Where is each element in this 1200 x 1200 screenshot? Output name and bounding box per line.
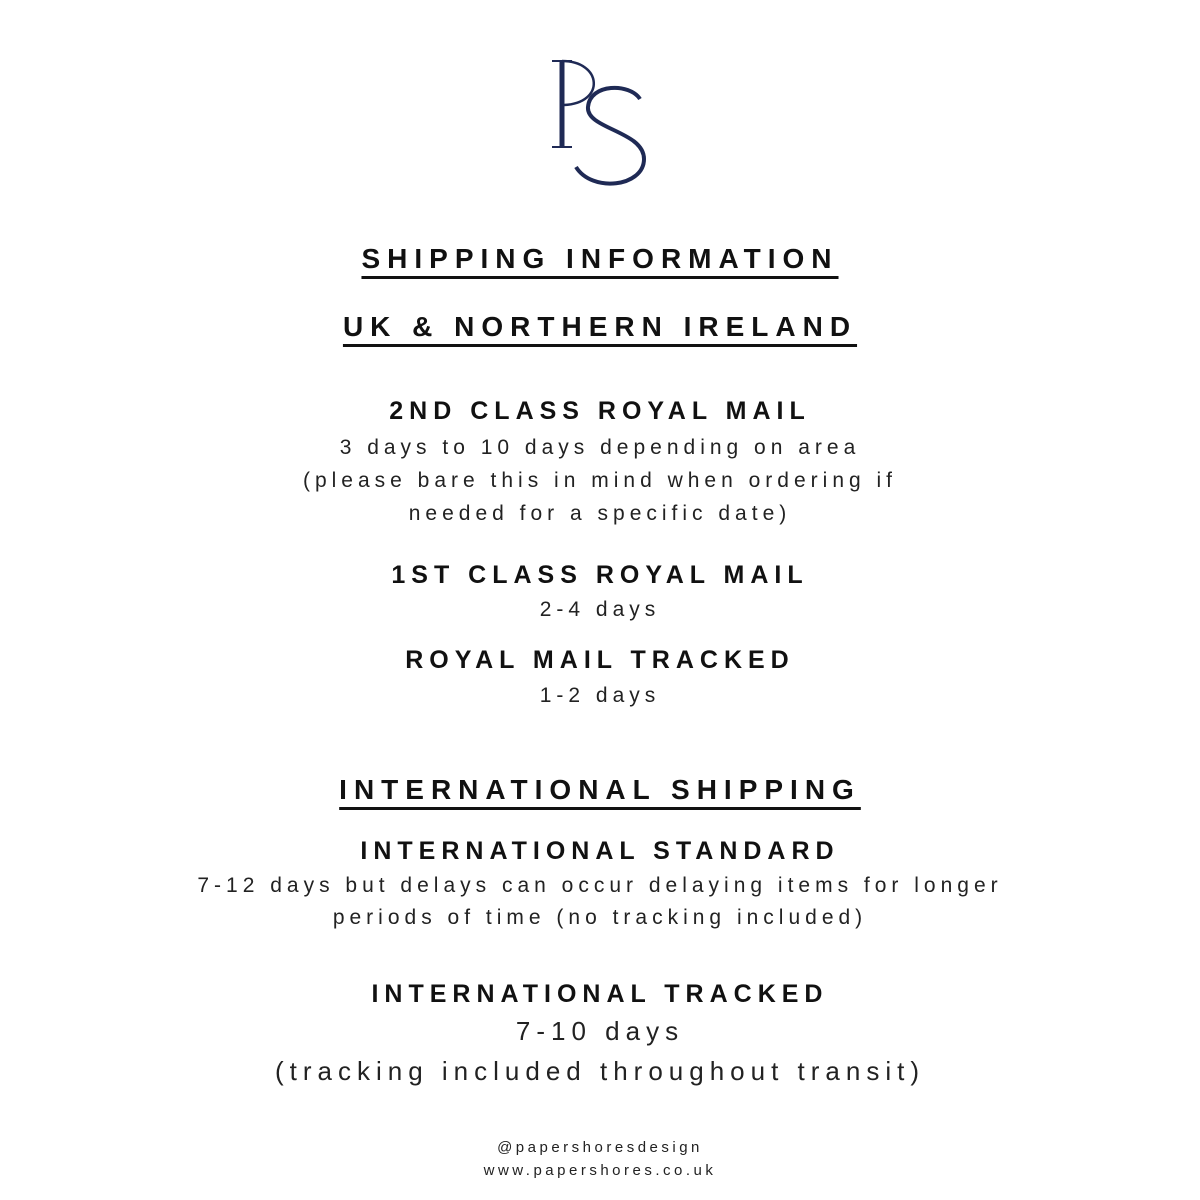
international-tracked-line-1: 7-10 days [515, 1016, 685, 1046]
social-handle: @papershoresdesign [497, 1139, 703, 1156]
first-class-line-1: 2-4 days [539, 598, 661, 621]
royal-mail-tracked-title: ROYAL MAIL TRACKED [405, 646, 795, 674]
second-class-title: 2ND CLASS ROYAL MAIL [389, 397, 811, 425]
international-section-title: INTERNATIONAL SHIPPING [339, 774, 861, 805]
international-tracked-line-2: (tracking included throughout transit) [274, 1056, 925, 1086]
international-standard-line-2: periods of time (no tracking included) [332, 906, 868, 929]
international-tracked-title: INTERNATIONAL TRACKED [371, 980, 829, 1008]
international-standard-title: INTERNATIONAL STANDARD [360, 837, 840, 865]
royal-mail-tracked-line-1: 1-2 days [539, 684, 661, 707]
first-class-title: 1ST CLASS ROYAL MAIL [391, 561, 809, 589]
website-url: www.papershores.co.uk [483, 1162, 717, 1179]
second-class-line-3: needed for a specific date) [408, 502, 792, 525]
page-title: SHIPPING INFORMATION [361, 243, 839, 274]
second-class-line-2: (please bare this in mind when ordering if [302, 469, 898, 492]
international-standard-line-1: 7-12 days but delays can occur delaying items for longer [197, 874, 1003, 897]
second-class-line-1: 3 days to 10 days depending on area [339, 436, 861, 459]
uk-section-title: UK & NORTHERN IRELAND [342, 311, 858, 342]
ps-monogram-logo [540, 55, 660, 195]
